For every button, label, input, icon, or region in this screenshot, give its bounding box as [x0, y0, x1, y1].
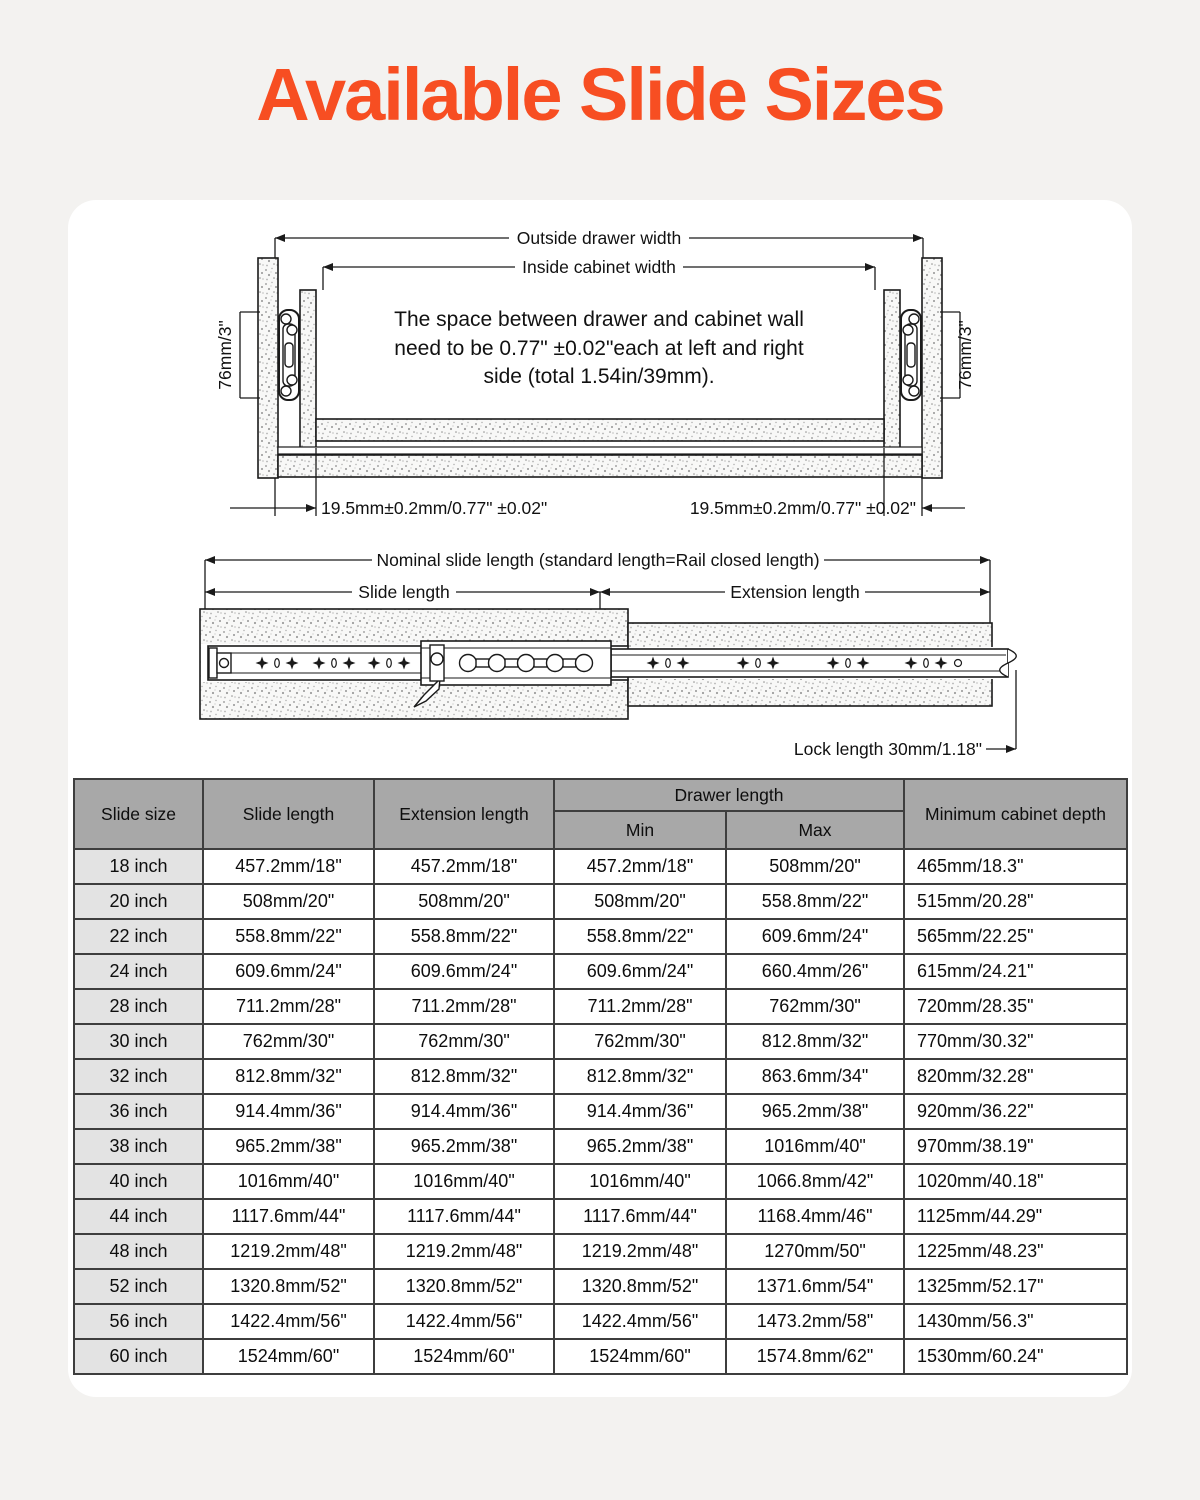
inside-cabinet-width-label: Inside cabinet width: [522, 257, 676, 277]
outside-drawer-width-label: Outside drawer width: [516, 228, 682, 248]
table-row: [74, 1269, 1127, 1304]
slide-length-cell: 1422.4mm/56": [203, 1304, 374, 1339]
drawer-min-cell: 1524mm/60": [554, 1339, 726, 1374]
drawer-min-cell: 965.2mm/38": [554, 1129, 726, 1164]
slide-length-cell: 457.2mm/18": [203, 849, 374, 884]
extension-length-cell: 609.6mm/24": [374, 954, 554, 989]
header-drawer-max: Max: [726, 811, 904, 849]
table-row: [74, 1094, 1127, 1129]
slide-length-label: Slide length: [358, 582, 450, 602]
drawer-max-cell: 812.8mm/32": [726, 1024, 904, 1059]
slide-length-cell: 812.8mm/32": [203, 1059, 374, 1094]
drawer-max-cell: 1270mm/50": [726, 1234, 904, 1269]
cabinet-depth-cell: 565mm/22.25": [904, 919, 1127, 954]
extension-length-cell: 1117.6mm/44": [374, 1199, 554, 1234]
slide-size-cell: 20 inch: [74, 884, 203, 919]
left-cabinet-wall: [258, 258, 278, 478]
slide-size-cell: 60 inch: [74, 1339, 203, 1374]
extension-length-cell: 1524mm/60": [374, 1339, 554, 1374]
table-row: [74, 1199, 1127, 1234]
slide-size-cell: 48 inch: [74, 1234, 203, 1269]
drawer-max-cell: 1574.8mm/62": [726, 1339, 904, 1374]
slide-length-cell: 1524mm/60": [203, 1339, 374, 1374]
extension-length-cell: 1219.2mm/48": [374, 1234, 554, 1269]
drawer-max-cell: 1473.2mm/58": [726, 1304, 904, 1339]
slide-length-cell: 558.8mm/22": [203, 919, 374, 954]
slide-size-cell: 28 inch: [74, 989, 203, 1024]
table-header: [74, 779, 1127, 849]
extension-length-cell: 457.2mm/18": [374, 849, 554, 884]
spacing-note-line3: side (total 1.54in/39mm).: [483, 365, 715, 388]
header-slide-size: Slide size: [74, 779, 203, 849]
slide-length-cell: 1016mm/40": [203, 1164, 374, 1199]
slide-length-cell: 1320.8mm/52": [203, 1269, 374, 1304]
cabinet-depth-cell: 1020mm/40.18": [904, 1164, 1127, 1199]
drawer-min-cell: 1320.8mm/52": [554, 1269, 726, 1304]
table-body: [74, 849, 1127, 1374]
page-title: Available Slide Sizes: [256, 53, 944, 136]
cabinet-depth-cell: 1530mm/60.24": [904, 1339, 1127, 1374]
drawer-min-cell: 914.4mm/36": [554, 1094, 726, 1129]
drawer-max-cell: 1371.6mm/54": [726, 1269, 904, 1304]
slide-length-diagram: [68, 545, 1132, 775]
cabinet-depth-cell: 1430mm/56.3": [904, 1304, 1127, 1339]
table-row: [74, 954, 1127, 989]
front-rail: [278, 447, 922, 454]
slide-size-cell: 18 inch: [74, 849, 203, 884]
cabinet-depth-cell: 465mm/18.3": [904, 849, 1127, 884]
cabinet-depth-cell: 970mm/38.19": [904, 1129, 1127, 1164]
slide-size-cell: 24 inch: [74, 954, 203, 989]
content-card: [68, 200, 1132, 1397]
slide-size-cell: 44 inch: [74, 1199, 203, 1234]
slide-size-cell: 38 inch: [74, 1129, 203, 1164]
drawer-min-cell: 457.2mm/18": [554, 849, 726, 884]
drawer-max-cell: 1066.8mm/42": [726, 1164, 904, 1199]
left-slide-cross-section: [279, 310, 299, 400]
drawer-min-cell: 609.6mm/24": [554, 954, 726, 989]
extension-length-cell: 558.8mm/22": [374, 919, 554, 954]
right-drawer-wall: [884, 290, 900, 448]
slide-size-cell: 22 inch: [74, 919, 203, 954]
spacing-note-line1: The space between drawer and cabinet wall: [394, 308, 804, 331]
extension-length-label: Extension length: [730, 582, 860, 602]
rear-mounting-bracket: [209, 648, 231, 678]
drawer-min-cell: 812.8mm/32": [554, 1059, 726, 1094]
drawer-min-cell: 1016mm/40": [554, 1164, 726, 1199]
header-extension-length: Extension length: [374, 779, 554, 849]
left-rail-height-label: 76mm/3": [215, 320, 235, 390]
cabinet-depth-cell: 1225mm/48.23": [904, 1234, 1127, 1269]
extension-length-cell: 762mm/30": [374, 1024, 554, 1059]
slide-length-cell: 914.4mm/36": [203, 1094, 374, 1129]
right-slide-cross-section: [901, 310, 921, 400]
drawer-max-cell: 660.4mm/26": [726, 954, 904, 989]
header-drawer-min: Min: [554, 811, 726, 849]
spacing-note-line2: need to be 0.77" ±0.02"each at left and right: [394, 337, 804, 360]
drawer-max-cell: 558.8mm/22": [726, 884, 904, 919]
table-row: [74, 1024, 1127, 1059]
slide-length-cell: 609.6mm/24": [203, 954, 374, 989]
table-row: [74, 1164, 1127, 1199]
drawer-max-cell: 1168.4mm/46": [726, 1199, 904, 1234]
header-min-cabinet-depth: Minimum cabinet depth: [904, 779, 1127, 849]
cabinet-depth-cell: 1125mm/44.29": [904, 1199, 1127, 1234]
drawer-bottom-board: [316, 419, 884, 441]
slide-length-cell: 508mm/20": [203, 884, 374, 919]
cabinet-depth-cell: 920mm/36.22": [904, 1094, 1127, 1129]
header-slide-length: Slide length: [203, 779, 374, 849]
drawer-max-cell: 609.6mm/24": [726, 919, 904, 954]
cabinet-depth-cell: 515mm/20.28": [904, 884, 1127, 919]
cabinet-bottom-board: [278, 455, 922, 477]
table-row: [74, 989, 1127, 1024]
drawer-min-cell: 711.2mm/28": [554, 989, 726, 1024]
slide-size-cell: 56 inch: [74, 1304, 203, 1339]
extension-length-cell: 1320.8mm/52": [374, 1269, 554, 1304]
slide-length-cell: 711.2mm/28": [203, 989, 374, 1024]
drawer-min-cell: 1422.4mm/56": [554, 1304, 726, 1339]
right-rail-height-label: 76mm/3": [955, 320, 975, 390]
extension-length-cell: 914.4mm/36": [374, 1094, 554, 1129]
slide-length-cell: 1219.2mm/48": [203, 1234, 374, 1269]
right-cabinet-wall: [922, 258, 942, 478]
drawer-max-cell: 762mm/30": [726, 989, 904, 1024]
drawer-max-cell: 1016mm/40": [726, 1129, 904, 1164]
slide-size-cell: 40 inch: [74, 1164, 203, 1199]
drawer-min-cell: 558.8mm/22": [554, 919, 726, 954]
drawer-max-cell: 863.6mm/34": [726, 1059, 904, 1094]
drawer-max-cell: 965.2mm/38": [726, 1094, 904, 1129]
cabinet-depth-cell: 615mm/24.21": [904, 954, 1127, 989]
table-row: [74, 1129, 1127, 1164]
cabinet-depth-cell: 820mm/32.28": [904, 1059, 1127, 1094]
table-row: [74, 1304, 1127, 1339]
slide-length-cell: 965.2mm/38": [203, 1129, 374, 1164]
drawer-min-cell: 508mm/20": [554, 884, 726, 919]
nominal-length-label: Nominal slide length (standard length=Rail closed length): [376, 550, 820, 570]
slide-sizes-table: [73, 778, 1128, 1375]
right-gap-label: 19.5mm±0.2mm/0.77" ±0.02": [689, 498, 916, 518]
extension-length-cell: 1422.4mm/56": [374, 1304, 554, 1339]
table-row: [74, 849, 1127, 884]
table-row: [74, 919, 1127, 954]
table-row: [74, 1059, 1127, 1094]
drawer-min-cell: 1219.2mm/48": [554, 1234, 726, 1269]
table-row: [74, 884, 1127, 919]
cross-section-diagram: [68, 225, 1132, 545]
drawer-min-cell: 1117.6mm/44": [554, 1199, 726, 1234]
extension-length-cell: 711.2mm/28": [374, 989, 554, 1024]
slide-size-cell: 52 inch: [74, 1269, 203, 1304]
cabinet-depth-cell: 1325mm/52.17": [904, 1269, 1127, 1304]
header-drawer-length: Drawer length: [554, 779, 904, 811]
cabinet-depth-cell: 720mm/28.35": [904, 989, 1127, 1024]
drawer-min-cell: 762mm/30": [554, 1024, 726, 1059]
cabinet-depth-cell: 770mm/30.32": [904, 1024, 1127, 1059]
lock-length-label: Lock length 30mm/1.18": [793, 739, 982, 759]
slide-length-cell: 1117.6mm/44": [203, 1199, 374, 1234]
extension-length-cell: 812.8mm/32": [374, 1059, 554, 1094]
slide-length-cell: 762mm/30": [203, 1024, 374, 1059]
extension-length-cell: 508mm/20": [374, 884, 554, 919]
drawer-max-cell: 508mm/20": [726, 849, 904, 884]
slide-size-cell: 32 inch: [74, 1059, 203, 1094]
slide-size-cell: 36 inch: [74, 1094, 203, 1129]
left-drawer-wall: [300, 290, 316, 448]
table-row: [74, 1339, 1127, 1374]
extension-length-cell: 965.2mm/38": [374, 1129, 554, 1164]
slide-size-cell: 30 inch: [74, 1024, 203, 1059]
left-gap-label: 19.5mm±0.2mm/0.77" ±0.02": [321, 498, 548, 518]
table-row: [74, 1234, 1127, 1269]
extension-length-cell: 1016mm/40": [374, 1164, 554, 1199]
